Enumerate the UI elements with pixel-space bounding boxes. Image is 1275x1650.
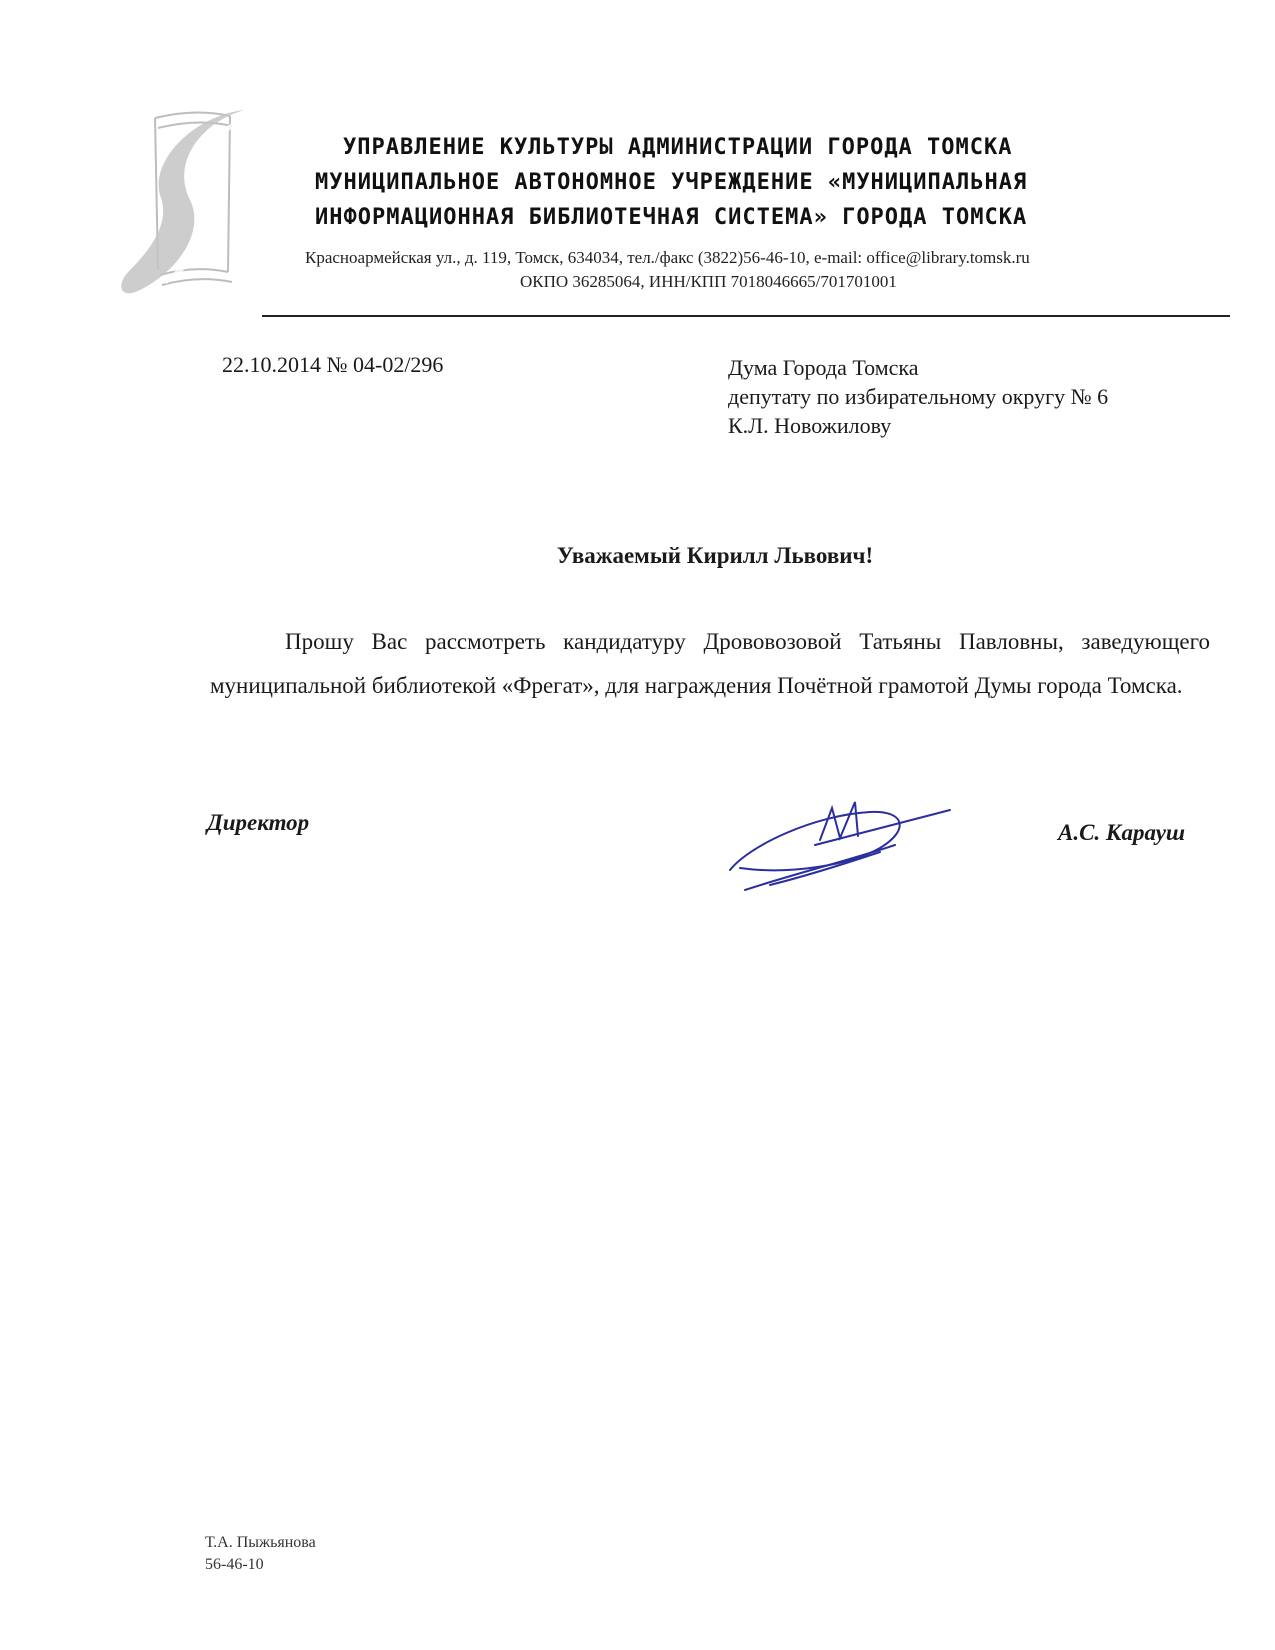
letter-reference: 22.10.2014 № 04-02/296 (222, 352, 444, 377)
recipient-line-3: К.Л. Новожилову (728, 413, 892, 438)
executor-block (205, 1532, 316, 1576)
executor-phone: 56-46-10 (205, 1556, 264, 1573)
header-line-1: УПРАВЛЕНИЕ КУЛЬТУРЫ АДМИНИСТРАЦИИ ГОРОДА ТОМСКА (343, 135, 1013, 160)
signatory-position: Директор (207, 810, 310, 835)
recipient-block (728, 353, 1108, 440)
handwritten-signature (720, 790, 970, 905)
organization-logo (110, 100, 285, 300)
recipient-line-2: депутату по избирательному округу № 6 (728, 384, 1109, 409)
recipient-line-1: Дума Города Томска (728, 355, 919, 380)
header-codes: ОКПО 36285064, ИНН/КПП 7018046665/701701001 (520, 272, 897, 291)
header-line-2: МУНИЦИПАЛЬНОЕ АВТОНОМНОЕ УЧРЕЖДЕНИЕ «МУНИЦИПАЛЬНАЯ (315, 170, 1028, 195)
header-address: Красноармейская ул., д. 119, Томск, 634034, тел./факс (3822)56-46-10, e-mail: office@library.tomsk.ru (305, 248, 1030, 267)
greeting: Уважаемый Кирилл Львович! (556, 543, 874, 568)
header-divider (262, 315, 1230, 317)
header-line-3: ИНФОРМАЦИОННАЯ БИБЛИОТЕЧНАЯ СИСТЕМА» ГОРОДА ТОМСКА (315, 205, 1028, 230)
signatory-name: А.С. Карауш (1058, 820, 1186, 845)
letter-body: Прошу Вас рассмотреть кандидатуру Дрововозовой Татьяны Павловны, заведующего муниципальной библиотекой «Фрегат», для награждения Почётной грамотой Думы города Томска. (210, 629, 1210, 698)
executor-name: Т.А. Пыжьянова (205, 1534, 316, 1551)
